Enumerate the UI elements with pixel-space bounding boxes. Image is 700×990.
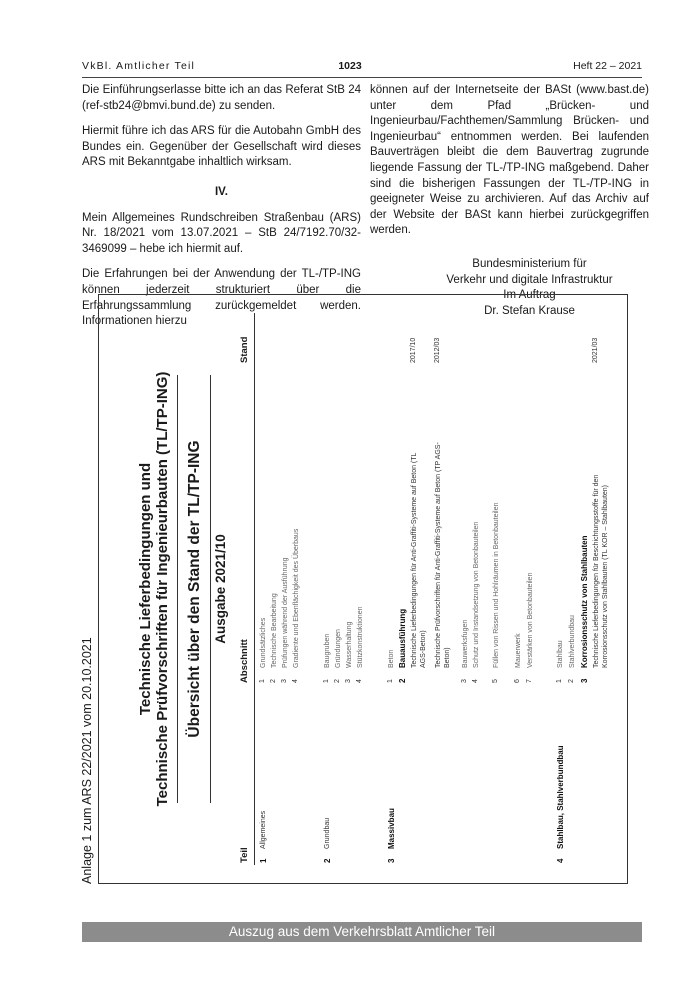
abschnitt-number: 2 [398, 678, 407, 683]
section-heading: IV. [214, 185, 228, 198]
abschnitt-number: 3 [281, 679, 288, 683]
abschnitt-name: Bauausführung [398, 608, 407, 668]
abschnitt-name: Grundsätzliches [260, 617, 267, 668]
annex-title-3: Übersicht über den Stand der TL/TP-ING [186, 440, 203, 738]
col-header-teil: Teil [239, 847, 250, 863]
abschnitt-number: 3 [345, 679, 352, 683]
teil-number: 4 [556, 858, 565, 863]
stand-value: 2021/03 [592, 337, 599, 363]
annex-frame [98, 294, 628, 884]
col-header-abschnitt: Abschnitt [239, 639, 250, 683]
abschnitt-name: Mauerwerk [515, 633, 522, 668]
abschnitt-name: Wasserhaltung [346, 621, 353, 668]
footer-banner: Auszug aus dem Verkehrsblatt Amtlicher Teil [82, 922, 642, 942]
abschnitt-number: 1 [323, 679, 330, 683]
teil-number: 2 [323, 858, 332, 863]
right-column [370, 83, 649, 319]
abschnitt-name: Füllen von Rissen und Hohlräumen in Betonbauteilen [493, 502, 500, 668]
teil-name: Allgemeines [260, 810, 267, 849]
abschnitt-name: Stützkonstruktionen [357, 606, 364, 668]
abschnitt-number: 1 [387, 679, 394, 683]
paragraph: können auf der Internetseite der BASt (www.bast.de) unter dem Pfad „Brücken- und Ingenieurbau/Fachthemen/Sammlung Brücken- und Ingenieurbau“ entnommen werden. Bei laufenden Bauverträgen bleibt die dem Bauvertrag zugrunde liegende Fassung der TL-/TP-ING maßgebend. Daher sind die bisherigen Fassungen der TL-/TP-ING in geeigneter Weise zu archivieren. Auf das Archiv auf der Website der BASt kann hierbei zurückgegriffen werden. [370, 84, 649, 237]
table-header-rule [254, 313, 255, 865]
abschnitt-name: Gründungen [335, 629, 342, 668]
title-rule [210, 375, 211, 803]
abschnitt-name: Korrosionsschutz von Stahlbauten [580, 535, 589, 668]
abschnitt-name: Verstärken von Betonbauteilen [527, 572, 534, 668]
abschnitt-number: 2 [568, 679, 575, 683]
abschnitt-number: 2 [270, 679, 277, 683]
abschnitt-name: Stahlbau [557, 640, 564, 668]
abschnitt-name: Technische Prüfvorschriften für Anti-Graffiti-Systeme auf Beton (TP AGS-Beton) [435, 442, 451, 668]
signature-line: Bundesministerium für [472, 257, 587, 270]
signature-line: Im Auftrag [503, 289, 556, 302]
teil-number: 1 [259, 858, 268, 863]
abschnitt-number: 3 [580, 678, 589, 683]
abschnitt-number: 7 [526, 679, 533, 683]
signature-line: Verkehr und digitale Infrastruktur [446, 273, 613, 286]
abschnitt-name: Beton [388, 649, 395, 668]
paragraph: Die Einführungserlasse bitte ich an das Referat StB 24 (ref-stb24@bmvi.bund.de) zu senden. [82, 84, 361, 112]
abschnitt-number: 4 [472, 679, 479, 683]
journal-name: VkBl. Amtlicher Teil [82, 60, 196, 72]
page-number: 1023 [338, 60, 362, 72]
paragraph: Hiermit führe ich das ARS für die Autobahn GmbH des Bundes ein. Gegenüber der Gesellschaft wird dieses ARS mit Bekanntgabe inhaltlich wirksam. [82, 125, 361, 169]
annex-title-1: Technische Lieferbedingungen und [137, 462, 154, 716]
annex-edition: Ausgabe 2021/10 [213, 534, 228, 644]
stand-value: 2017/10 [410, 337, 417, 363]
teil-name: Grundbau [324, 817, 331, 849]
col-header-stand: Stand [239, 336, 250, 363]
abschnitt-number: 4 [292, 679, 299, 683]
abschnitt-number: 1 [259, 679, 266, 683]
issue-number: Heft 22 – 2021 [573, 60, 642, 72]
annex-title-2: Technische Prüfvorschriften für Ingenieurbauten (TL/TP-ING) [154, 371, 171, 807]
stand-value: 2012/03 [434, 337, 441, 363]
abschnitt-number: 6 [514, 679, 521, 683]
abschnitt-number: 1 [556, 679, 563, 683]
title-rule [177, 375, 178, 803]
header-rule [82, 77, 642, 78]
abschnitt-name: Prüfungen während der Ausführung [282, 557, 289, 668]
annex-label: Anlage 1 zum ARS 22/2021 vom 20.10.2021 [80, 637, 94, 884]
teil-name: Stahlbau, Stahlverbundbau [556, 745, 565, 849]
paragraph: Die Erfahrungen bei der Anwendung der TL-/TP-ING können jederzeit strukturiert über die Erfahrungssammlung zurückgemeldet werden. Informationen hierzu [82, 268, 361, 328]
abschnitt-number: 2 [334, 679, 341, 683]
paragraph: Mein Allgemeines Rundschreiben Straßenbau (ARS) Nr. 18/2021 vom 13.07.2021 – StB 24/7192.70/32-3469099 – hebe ich hiermit auf. [82, 211, 361, 255]
abschnitt-number: 4 [356, 679, 363, 683]
abschnitt-name: Technische Lieferbedingungen für Anti-Graffiti-Systeme auf Beton (TL AGS-Beton) [411, 452, 427, 668]
signature-line: Dr. Stefan Krause [484, 304, 575, 317]
abschnitt-number: 5 [492, 679, 499, 683]
teil-number: 3 [387, 858, 396, 863]
abschnitt-name: Schutz und Instandsetzung von Betonbauteilen [473, 521, 480, 668]
abschnitt-name: Bauwerksfugen [462, 619, 469, 668]
annex-rotated [80, 294, 640, 884]
abschnitt-name: Stahlverbundbau [569, 615, 576, 668]
teil-name: Massivbau [387, 808, 396, 849]
abschnitt-name: Gradiente und Ebenflächigkeit des Überbaus [293, 528, 300, 668]
abschnitt-name: Baugruben [324, 633, 331, 668]
abschnitt-number: 3 [461, 679, 468, 683]
abschnitt-name: Technische Lieferbedingungen für Beschichtungsstoffe für den Korrosionsschutz von Stahlbauten (TL KOR – Stahlbauten) [593, 474, 609, 668]
abschnitt-name: Technische Bearbeitung [271, 593, 278, 668]
